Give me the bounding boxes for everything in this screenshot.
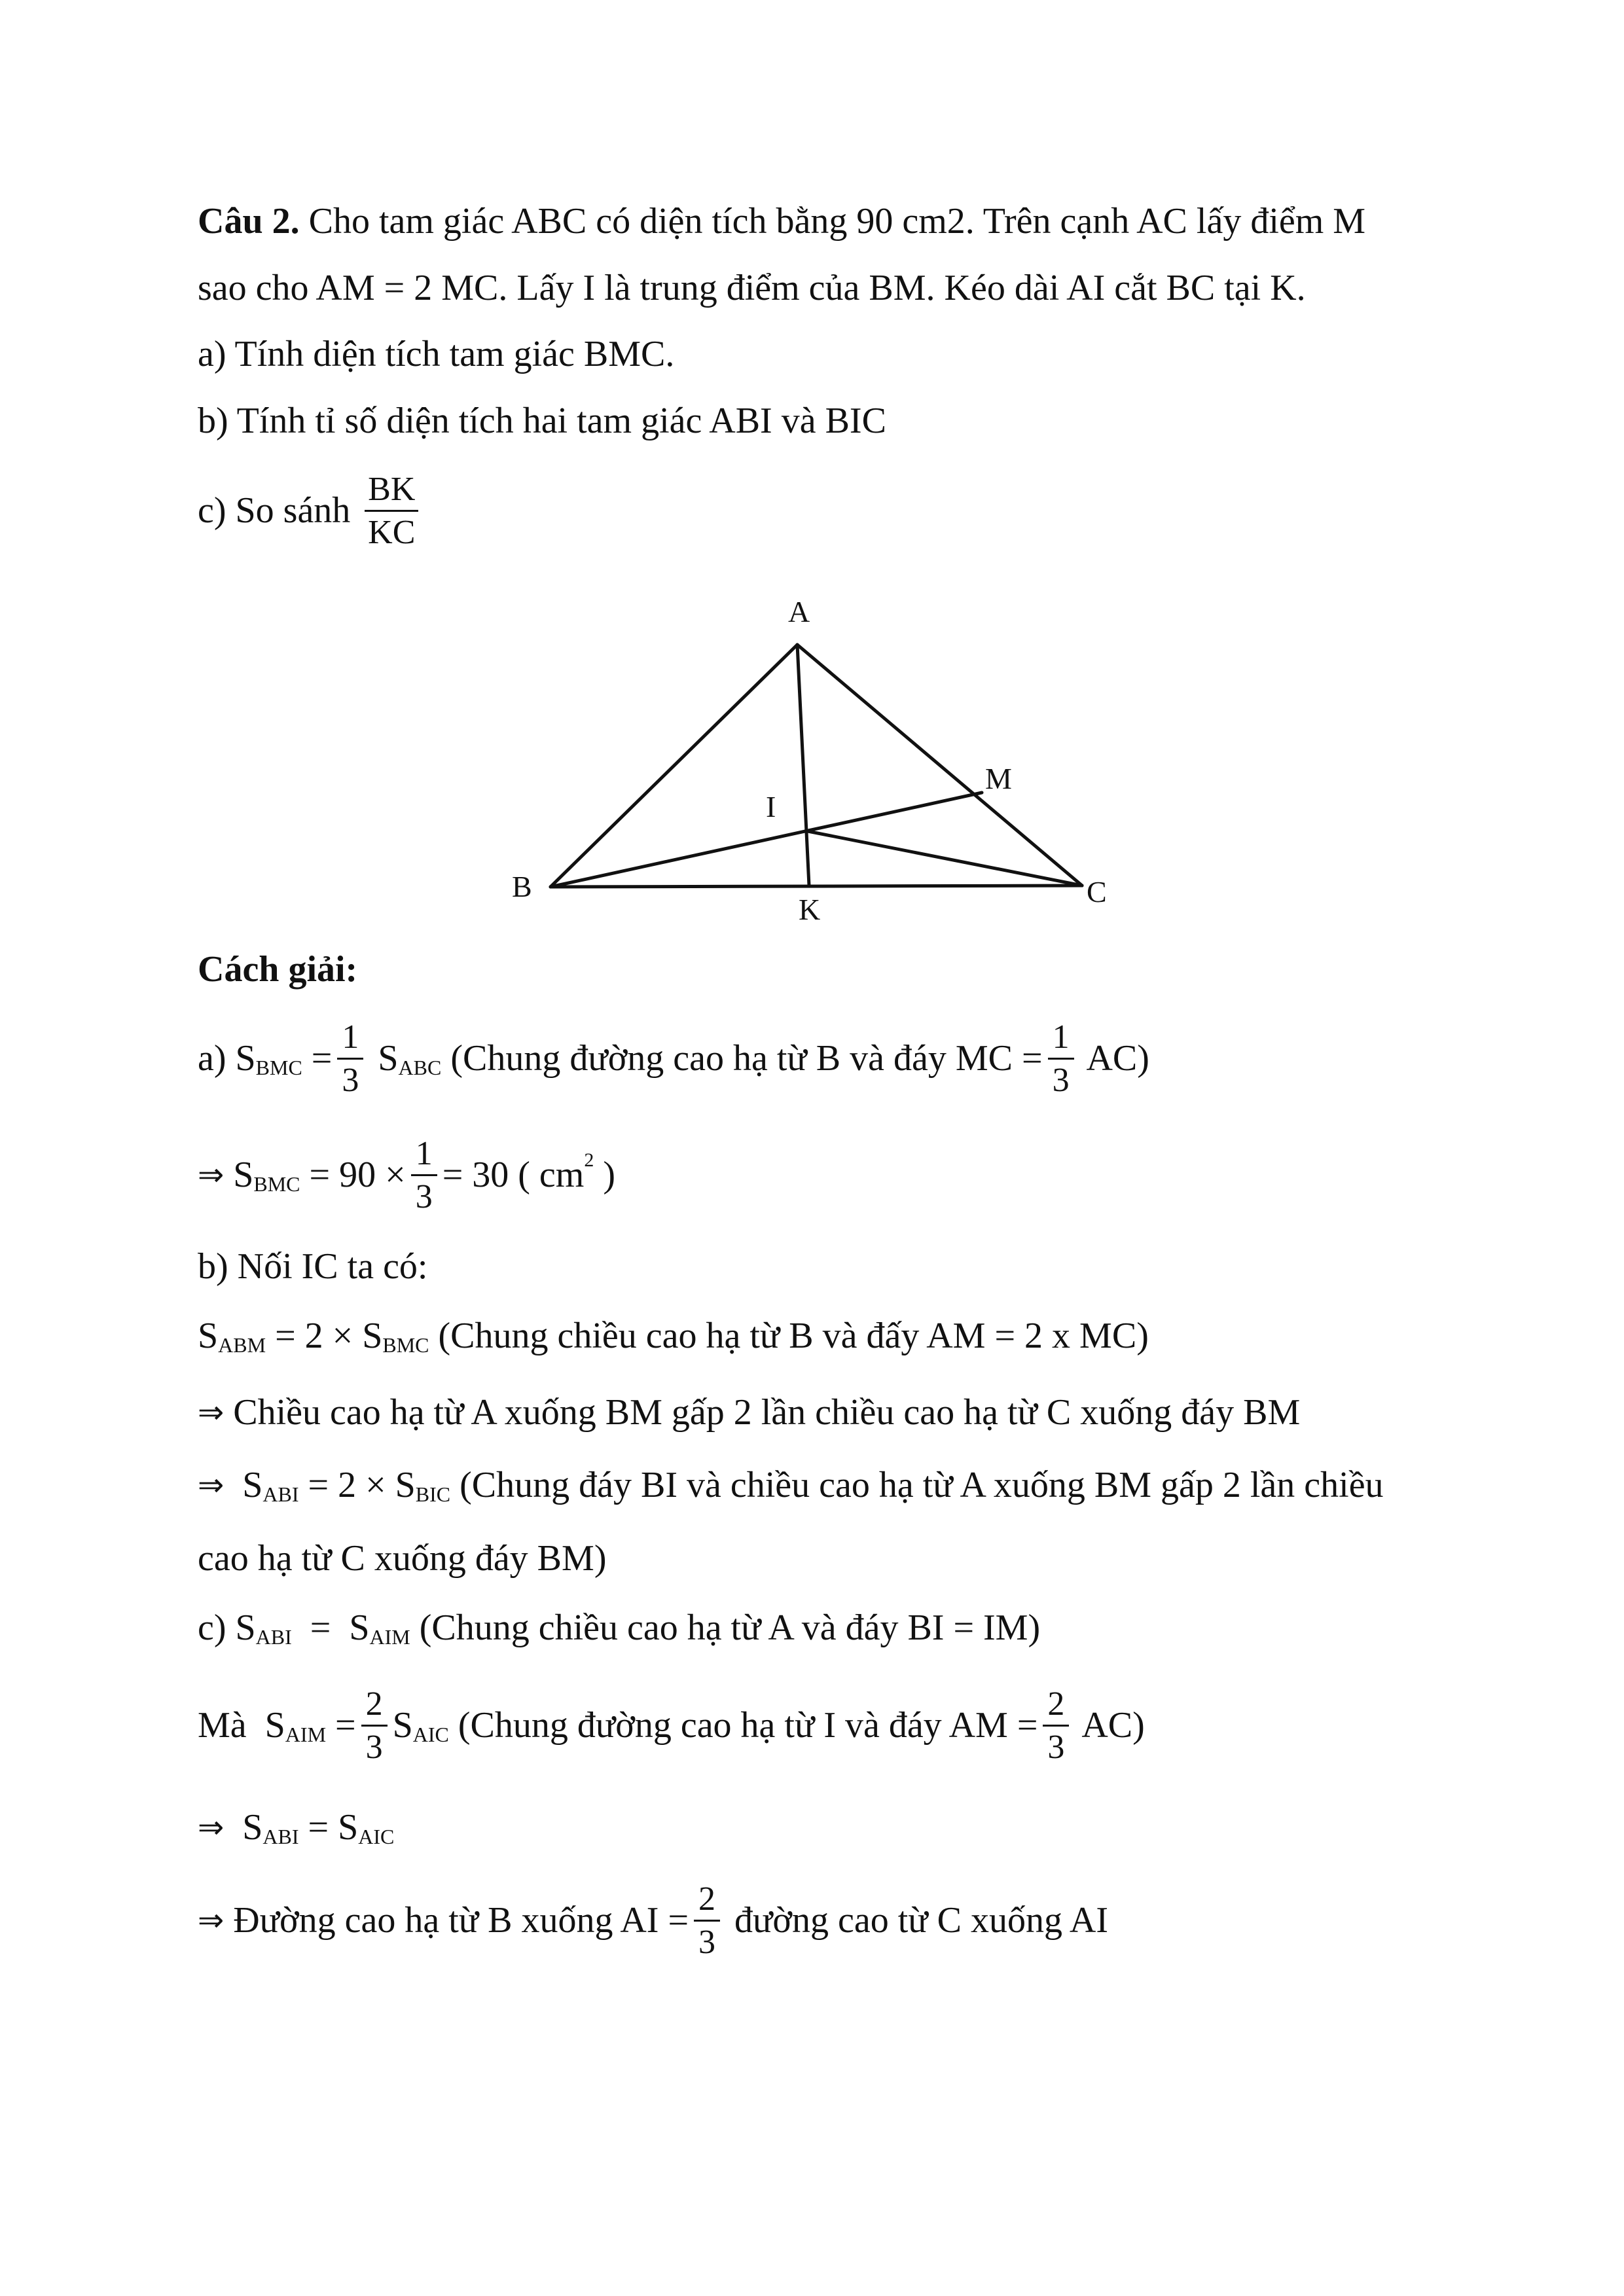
subscript: AIC — [358, 1825, 395, 1848]
text: S — [224, 1807, 263, 1848]
fraction — [360, 1685, 389, 1766]
part-a-question: a) Tính diện tích tam giác BMC. — [198, 334, 675, 374]
solution-c-line-3 — [198, 1806, 394, 1848]
solution-heading: Cách giải: — [198, 949, 358, 990]
text: S — [224, 1155, 254, 1195]
text: (Chung chiều cao hạ từ A và đáy BI = IM) — [410, 1607, 1041, 1648]
subscript: ABC — [398, 1056, 442, 1079]
subscript: BMC — [253, 1172, 300, 1196]
text: (Chung đường cao hạ từ I và đáy AM = — [448, 1705, 1038, 1746]
subscript: ABI — [262, 1482, 299, 1506]
subscript: BMC — [255, 1056, 302, 1079]
fraction-bar — [1048, 1058, 1074, 1060]
solution-b-line-3 — [198, 1464, 1384, 1506]
subscript: AIC — [412, 1723, 449, 1746]
subscript: BIC — [415, 1482, 451, 1506]
text: = — [326, 1705, 356, 1746]
fraction-bar — [694, 1920, 720, 1922]
implies-arrow-icon: ⇒ — [198, 1467, 225, 1503]
fraction-denominator: KC — [368, 514, 416, 551]
text: S — [392, 1705, 413, 1746]
fraction-denominator: 3 — [342, 1062, 359, 1099]
text: = S — [291, 1607, 370, 1648]
solution-b-line-2 — [198, 1391, 1300, 1433]
label-i: I — [766, 790, 776, 823]
label-b: B — [512, 870, 532, 903]
fraction-numerator: 1 — [415, 1135, 433, 1172]
fraction-bar — [361, 1725, 388, 1727]
text: = 90 × — [300, 1155, 406, 1195]
problem-statement-1: Cho tam giác ABC có diện tích bằng 90 cm2. Trên cạnh AC lấy điểm M — [299, 201, 1366, 242]
text: c) S — [198, 1607, 256, 1648]
text: đường cao từ C xuống AI — [725, 1900, 1108, 1941]
label-a: A — [788, 595, 810, 628]
label-k: K — [799, 893, 821, 926]
text: S — [369, 1038, 399, 1079]
text: (Chung chiều cao hạ từ B và đấy AM = 2 x MC) — [429, 1316, 1149, 1356]
fraction-denominator: 3 — [1052, 1062, 1070, 1099]
fraction-numerator: 2 — [365, 1685, 383, 1723]
implies-arrow-icon: ⇒ — [198, 1394, 225, 1431]
fraction-denominator: 3 — [1047, 1729, 1065, 1766]
fraction-denominator: 3 — [415, 1178, 433, 1215]
text: Mà S — [198, 1705, 285, 1746]
text: AC) — [1074, 1705, 1145, 1746]
segment-ic — [808, 831, 1082, 886]
fraction-denominator: 3 — [365, 1729, 383, 1766]
solution-b-line-1 — [198, 1315, 1149, 1357]
text: Đường cao hạ từ B xuống AI = — [224, 1900, 689, 1941]
subscript: ABI — [255, 1625, 292, 1649]
text: (Chung đường cao hạ từ B và đáy MC = — [441, 1038, 1043, 1079]
fraction-numerator: 1 — [1052, 1018, 1070, 1056]
subscript: ABM — [218, 1333, 266, 1357]
fraction-bar — [337, 1058, 363, 1060]
implies-arrow-icon: ⇒ — [198, 1902, 225, 1939]
fraction — [410, 1135, 439, 1215]
implies-arrow-icon: ⇒ — [198, 1809, 225, 1846]
solution-a-line-2 — [198, 1135, 615, 1215]
text: a) S — [198, 1038, 256, 1079]
text: Chiều cao hạ từ A xuống BM gấp 2 lần chiều cao hạ từ C xuống đáy BM — [224, 1392, 1301, 1433]
label-c: C — [1087, 875, 1107, 908]
solution-b-intro: b) Nối IC ta có: — [198, 1246, 428, 1287]
subscript: ABI — [262, 1825, 299, 1848]
fraction — [336, 1018, 365, 1099]
solution-c-line-1 — [198, 1607, 1040, 1649]
superscript: 2 — [584, 1149, 594, 1171]
segment-bc — [550, 886, 1082, 887]
solution-c-line-2 — [198, 1685, 1145, 1766]
label-m: M — [985, 762, 1012, 795]
implies-arrow-icon: ⇒ — [198, 1157, 225, 1193]
solution-c-line-4 — [198, 1880, 1108, 1961]
subscript: BMC — [382, 1333, 429, 1357]
part-c-prefix: c) So sánh — [198, 490, 351, 531]
fraction-numerator: 1 — [342, 1018, 359, 1056]
problem-title: Câu 2. — [198, 201, 300, 242]
problem-statement-2: sao cho AM = 2 MC. Lấy I là trung điểm của BM. Kéo dài AI cắt BC tại K. — [198, 268, 1306, 308]
subscript: AIM — [285, 1723, 327, 1746]
text: = 2 × S — [266, 1316, 383, 1356]
text: S — [224, 1465, 263, 1505]
text: (Chung đáy BI và chiều cao hạ từ A xuống BM gấp 2 lần chiều — [450, 1465, 1384, 1505]
solution-b-line-4: cao hạ từ C xuống đáy BM) — [198, 1538, 607, 1579]
text: AC) — [1079, 1038, 1149, 1079]
text: = 30 ( cm — [442, 1155, 585, 1195]
text: = — [302, 1038, 333, 1079]
fraction-denominator: 3 — [698, 1924, 716, 1961]
fraction — [1047, 1018, 1075, 1099]
segment-ac — [797, 645, 1082, 886]
fraction-numerator: 2 — [1047, 1685, 1065, 1723]
text: = S — [298, 1807, 359, 1848]
fraction-bar — [1043, 1725, 1069, 1727]
fraction-bar — [411, 1174, 437, 1176]
text: S — [198, 1316, 219, 1356]
solution-a-line-1 — [198, 1018, 1149, 1099]
fraction-numerator: BK — [368, 471, 416, 508]
part-b-question: b) Tính tỉ số diện tích hai tam giác ABI và BIC — [198, 401, 886, 441]
segment-ak — [797, 645, 809, 886]
text: ) — [594, 1155, 615, 1195]
text: = 2 × S — [298, 1465, 416, 1505]
fraction — [1041, 1685, 1070, 1766]
segment-ab — [550, 645, 797, 887]
fraction — [693, 1880, 721, 1961]
subscript: AIM — [369, 1625, 410, 1649]
fraction-numerator: 2 — [698, 1880, 716, 1918]
